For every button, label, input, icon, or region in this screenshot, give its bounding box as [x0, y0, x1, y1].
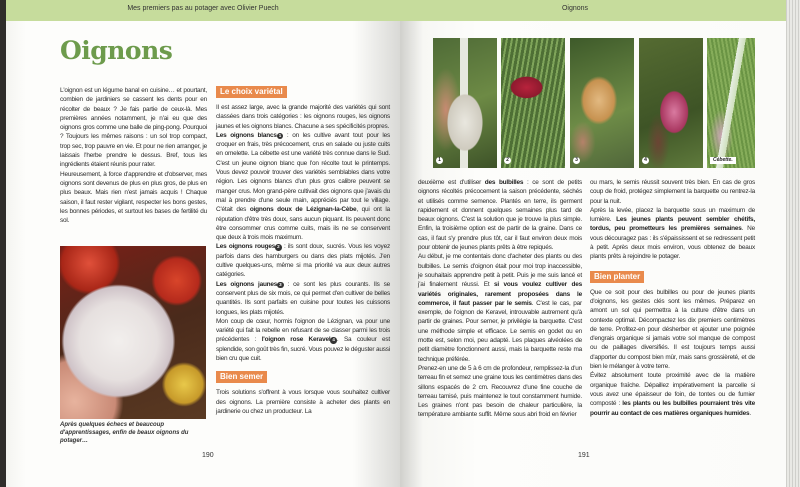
- text: Évitez absolument toute proximité avec de la matière organique fraîche. Dépaillez impérativement la parcelle si vous avez une épaisseur de foin, de tontes ou de fumier composté :: [590, 372, 755, 408]
- text: : ils sont doux, sucrés. Vous les voyez parfois dans des hamburgers ou dans des plats mijotés. J'en cultive quelques-uns, même si ma priorité va aux deux autres catégories.: [216, 243, 390, 279]
- paragraph: [418, 178, 582, 252]
- paragraph: [418, 252, 582, 364]
- text: Trois solutions s'offrent à vous lorsque vous souhaitez cultiver des oignons. La première consiste à acheter des plants en jardinerie ou chez un producteur. La: [216, 389, 390, 415]
- paragraph: [60, 170, 207, 226]
- paragraph: [216, 103, 390, 131]
- text: Prenez-en une de 5 à 6 cm de profondeur, remplissez-la d'un terreau fin et semez une graine tous les centimètres dans des sillons espacés de 2 cm. Recouvrez d'une fine couche de terreau tamisé, puis maintenez le tout constamment humide. Les graines n'ont pas besoin de chaleur particulière, la température ambiante suffit. Même sous abri froid en février: [418, 364, 582, 419]
- text: , qui ont la réputation d'être très doux, sans aucun piquant. Ils peuvent donc être consommer crus comme cuits, mais ils ne se conservent que deux à trois mois maximum.: [216, 206, 390, 242]
- section-heading-varieties: Le choix variétal: [216, 86, 287, 98]
- photo-cebette: [707, 38, 755, 168]
- text: Il est assez large, avec la grande majorité des variétés qui sont classées dans trois catégories : les oignons rouges, les oignons jaunes et les oignons blancs. Chacune a ses spécificités propres.: [216, 104, 390, 130]
- photo-pink-onion: [639, 38, 703, 168]
- paragraph: [216, 242, 390, 279]
- text: Que ce soit pour des bulbilles ou pour de jeunes plants d'oignons, les gestes clés sont les mêmes. Préparez en amont un sol qui permettra à la culture d'être dans un contexte optimal. Décompactez les dix premiers centimètres de terre. Profitez-en pour désherber et ajouter une poignée d'engrais organique si jamais votre sol manque de compost ou de paillages diversifiés. Il est toujours temps aussi d'apporter du compost bien mûr, mais sans grossièreté, et de bien le mélanger à votre terre.: [590, 288, 755, 371]
- bold-text: Les oignons rouges: [216, 243, 276, 251]
- right-column-2: [590, 178, 755, 418]
- photo-number: 1: [436, 157, 443, 164]
- bold-text: l'oignon rose Keravel: [261, 336, 331, 344]
- text: ou mars, le semis réussit souvent très bien. En cas de gros coup de froid, protégez simplement la barquette ou rentrez-la pour la nuit.: [590, 179, 755, 205]
- paragraph: [216, 280, 390, 317]
- left-running-header: Mes premiers pas au potager avec Olivier Puech: [6, 0, 400, 21]
- photo-red-onion: [501, 38, 565, 168]
- section-heading-sowing: Bien semer: [216, 371, 267, 383]
- photo-reference-number: 4: [332, 337, 335, 343]
- white-onion-photo: [60, 246, 206, 419]
- photo-white-onion: [433, 38, 497, 168]
- bold-text: si vous voulez cultiver des variétés originales, rarement proposées dans le commerce, il faut passer par le semis: [418, 281, 582, 307]
- paragraph: [590, 371, 755, 417]
- text: Heureusement, à force d'apprendre et d'observer, mes oignons sont devenus de plus en plus gros, de plus en plus beaux. Mais rien n'est jamais acquis ! Chaque saison, il faut rester vigilant, respecter les bons gestes, les bonnes périodes, et surtout les bases de fertilité du sol.: [60, 170, 207, 225]
- right-header-text: Oignons: [561, 5, 589, 12]
- text: Au début, je me contentais donc d'acheter des plants ou des bulbilles. Le semis d'oignon était pour moi trop inaccessible, je souhaitais apprendre petit à petit. Puis je me suis lancé et j'ai finalement réussi. Et: [418, 253, 582, 289]
- photo-number: 3: [573, 157, 580, 164]
- paragraph: [216, 131, 390, 243]
- text: Après la levée, placez la barquette sous un maximum de lumière.: [590, 206, 755, 224]
- bold-text: les plants ou les bulbilles pourraient très vite pourrir au contact de ces matières organiques humides: [590, 400, 755, 417]
- bold-text: Les oignons blancs: [216, 131, 277, 139]
- text: deuxième est d'utiliser: [418, 179, 485, 186]
- photo-number: 4: [642, 157, 649, 164]
- intro-text: [60, 86, 207, 225]
- bold-text: oignons doux de Lézignan-la-Cèbe: [249, 206, 357, 214]
- photo-number: 2: [504, 157, 511, 164]
- paragraph: [590, 178, 755, 206]
- paragraph: [60, 86, 207, 170]
- page-number-left: 190: [202, 452, 214, 459]
- photo-reference-number: 3: [279, 281, 282, 287]
- text: : ce sont les plus courants. Ils se conservent plus de six mois, ce qui permet d'en cultiver de belles quantités. Ils sont parfaits en cuisine pour toutes les cuissons longues, les plats mijotés.: [216, 280, 390, 316]
- right-column-1: [418, 178, 582, 420]
- text: . Ne vous découragez pas : ils s'épaississent et se redressent petit à petit. Après deux mois environ, vous obtenez de beaux plants prêts à rejoindre le potager.: [590, 225, 755, 261]
- section-heading-planting: Bien planter: [590, 271, 644, 283]
- right-running-header: [400, 0, 786, 21]
- text: .: [749, 409, 751, 417]
- page-edges: [786, 0, 800, 487]
- variety-section: [216, 84, 390, 416]
- text: : on les cultive avant tout pour les croquer en frais, très précocement, crus en salade ou juste cuits en omelette. La cébette est une variété très connue dans le Sud. C'est un jeune oignon blanc que l'on récolte tout le printemps. Vous devez pouvoir trouver des variétés semblables dans votre région. Les oignons blancs d'un plus gros calibre peuvent se manger crus. Mon grand-père cultivait des oignons que j'avais du mal à prendre d'une seule main, appréciés par tout le village. C'était des: [216, 131, 391, 214]
- text: . Sa couleur est splendide, son goût très fin, sucré. Vous pouvez le déguster aussi bien cru que cuit.: [216, 336, 391, 363]
- page-number-right: 191: [578, 452, 590, 459]
- paragraph: [418, 364, 582, 420]
- paragraph: [216, 317, 390, 363]
- bold-text: Les jeunes plants peuvent sembler chétifs, tordus, peu prometteurs les premières semaines: [590, 216, 755, 233]
- paragraph: [590, 288, 755, 372]
- photo-label-cebette: Cébette.: [710, 157, 736, 164]
- paragraph: [216, 388, 390, 416]
- photo-reference-number: 2: [277, 244, 280, 250]
- photo-caption: Après quelques échecs et beaucoup d'apprentissages, enfin de beaux oignons du potager…: [60, 422, 189, 444]
- text: L'oignon est un légume banal en cuisine… et pourtant, combien de jardiniers se cassent les dents pour en récolter de beaux ? Je fais partie de ceux-là. Mes premières années notamment, je n'ai eu que des oignons gros comme une balle de ping-pong. Pourquoi ? Toujours les mêmes raisons : un sol trop compact, trop sec, trop pauvre en vie. Et pour ne rien arranger, je laissais l'herbe prendre le dessus. Bref, tous les ingrédients étaient réunis pour rater.: [60, 87, 207, 169]
- bold-text: Les oignons jaunes: [216, 280, 278, 288]
- text: : ce sont de petits oignons récoltés précocement la saison précédente, séchés et utilisés comme semence. Plantés en terre, ils germent rapidement et donnent quelques semaines plus tard de beaux oignons. C'est la solution que je trouve la plus simple. Enfin, la troisième option est de partir de la graine. Dans ce cas, il faut s'y prendre plus tôt, car il faut environ deux mois pour obtenir de jeunes plants prêts à être repiqués.: [418, 179, 582, 252]
- text: Mon coup de cœur, hormis l'oignon de Lézignan, va pour une variété qui fait la rebelle en refusant de se classer parmi les trois précédentes :: [216, 317, 390, 344]
- photo-yellow-onion: [570, 38, 634, 168]
- text: . C'est le cas, par exemple, de l'oignon de Keravel, introuvable autrement qu'à partir de graines. Pour semer, je privilégie la barquette. C'est une méthode simple et efficace. Le semis en godet ou en motte est, selon moi, peu adapté. Les plaques alvéolées de petit diamètre fonctionnent aussi, mais la barquette reste ma technique préférée.: [418, 299, 582, 363]
- paragraph: [590, 206, 755, 262]
- bold-text: des bulbilles: [484, 179, 524, 186]
- page-title: Oignons: [60, 36, 173, 65]
- photo-reference-number: 1: [278, 132, 282, 138]
